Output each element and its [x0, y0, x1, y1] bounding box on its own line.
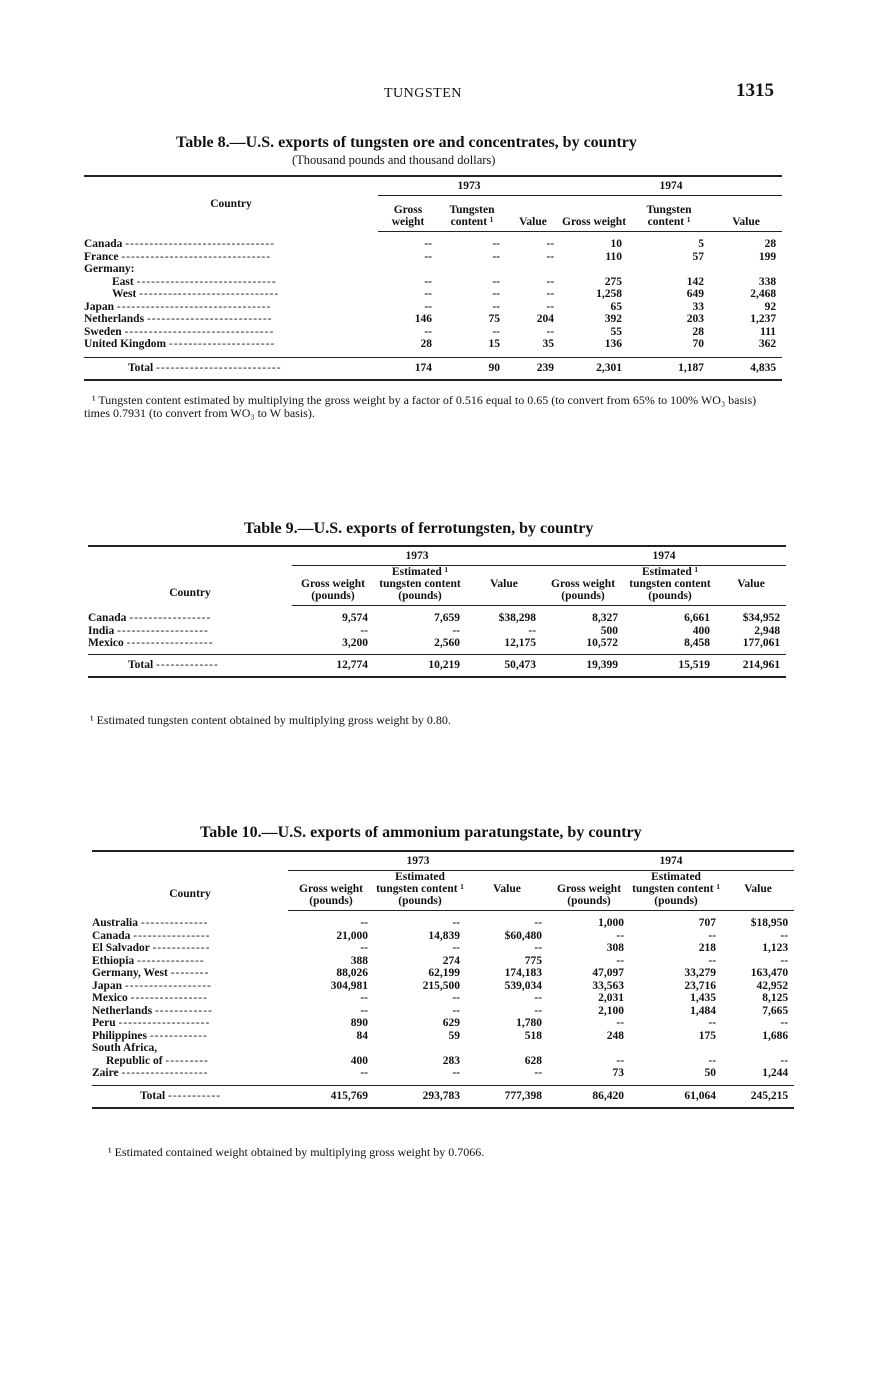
- value-cell: 21,000: [336, 929, 368, 942]
- country-cell: Mexico ------------------: [88, 637, 214, 649]
- total-row: [84, 357, 782, 380]
- country-cell: Australia --------------: [92, 917, 209, 929]
- total-cell: 214,961: [716, 654, 786, 677]
- table8-title: Table 8.—U.S. exports of tungsten ore and concentrates, by country: [176, 134, 637, 151]
- value-cell: 1,000: [598, 917, 625, 929]
- country-cell: Netherlands ------------: [92, 1004, 213, 1017]
- value-cell: --: [452, 942, 460, 954]
- country-cell: Peru -------------------: [92, 1017, 211, 1029]
- total-cell: 10,219: [374, 654, 466, 677]
- value-cell: 890: [350, 1017, 368, 1029]
- value-cell: 12,175: [504, 637, 537, 649]
- table10-year-1974: 1974: [548, 851, 794, 871]
- value-cell: 500: [600, 624, 619, 637]
- table9: [88, 545, 786, 678]
- total-cell: 293,783: [374, 1085, 466, 1108]
- value-cell: --: [424, 325, 432, 338]
- value-cell: --: [424, 288, 432, 300]
- value-cell: 275: [604, 275, 623, 288]
- value-cell: --: [452, 1004, 460, 1017]
- value-cell: 35: [542, 338, 555, 350]
- value-cell: 1,123: [762, 942, 789, 954]
- value-cell: 9,574: [342, 612, 368, 624]
- value-cell: --: [780, 954, 789, 967]
- table-row: [84, 338, 782, 351]
- value-cell: 8,327: [592, 612, 619, 624]
- total-label: Total -------------: [88, 654, 292, 677]
- value-cell: 248: [606, 1029, 625, 1042]
- value-cell: 73: [612, 1067, 625, 1079]
- value-cell: --: [616, 1017, 625, 1029]
- value-cell: --: [780, 929, 789, 942]
- table10: [92, 850, 794, 1109]
- value-cell: --: [534, 1004, 543, 1017]
- value-cell: --: [708, 929, 717, 942]
- value-cell: 14,839: [428, 929, 460, 942]
- table9-col-est-1974: Estimated ¹ tungsten content (pounds): [624, 566, 716, 606]
- value-cell: 10: [610, 238, 623, 250]
- table9-col-value-1974: Value: [716, 566, 786, 606]
- value-cell: $60,480: [504, 929, 543, 942]
- page-number: 1315: [736, 80, 774, 101]
- value-cell: --: [452, 1067, 460, 1079]
- table8-year-1973: 1973: [378, 176, 560, 196]
- value-cell: 23,716: [684, 979, 717, 992]
- table-row: [84, 301, 782, 314]
- value-cell: --: [546, 238, 555, 250]
- value-cell: --: [534, 942, 543, 954]
- value-cell: 65: [610, 300, 623, 313]
- value-cell: 388: [350, 954, 368, 967]
- country-cell: Canada ----------------: [92, 929, 211, 942]
- table8-col-tungsten-1973: Tungsten content ¹: [438, 196, 506, 232]
- country-cell: Republic of ---------: [106, 1054, 209, 1067]
- total-cell: 415,769: [288, 1085, 374, 1108]
- table10-footnote: ¹ Estimated contained weight obtained by multiplying gross weight by 0.7066.: [108, 1145, 485, 1159]
- value-cell: 628: [524, 1054, 543, 1067]
- total-cell: 1,187: [628, 357, 710, 380]
- value-cell: --: [528, 624, 537, 637]
- value-cell: 6,661: [684, 612, 711, 624]
- value-cell: 62,199: [428, 967, 460, 979]
- table-row: [84, 238, 782, 251]
- value-cell: 2,100: [598, 1004, 625, 1017]
- table10-title: Table 10.—U.S. exports of ammonium paratungstate, by country: [200, 824, 642, 841]
- value-cell: --: [424, 238, 432, 250]
- total-cell: 50,473: [466, 654, 542, 677]
- value-cell: 15: [488, 338, 500, 350]
- table-row: [92, 1017, 794, 1030]
- value-cell: 177,061: [742, 637, 781, 649]
- table-row: [88, 637, 786, 650]
- value-cell: 1,780: [516, 1017, 543, 1029]
- total-label: Total --------------------------: [84, 357, 378, 380]
- value-cell: 50: [704, 1067, 717, 1079]
- value-cell: 28: [692, 325, 705, 338]
- table9-col-gross-1973: Gross weight (pounds): [292, 566, 374, 606]
- value-cell: --: [616, 929, 625, 942]
- value-cell: 629: [442, 1017, 460, 1029]
- value-cell: --: [492, 288, 500, 300]
- table-row: [84, 251, 782, 264]
- table-row: [92, 1030, 794, 1043]
- value-cell: --: [492, 250, 500, 263]
- value-cell: 10,572: [586, 637, 619, 649]
- value-cell: --: [492, 238, 500, 250]
- total-cell: 2,301: [560, 357, 628, 380]
- value-cell: --: [360, 917, 368, 929]
- value-cell: --: [780, 1017, 789, 1029]
- table10-col-est-1973: Estimated tungsten content ¹ (pounds): [374, 871, 466, 911]
- value-cell: --: [616, 954, 625, 967]
- value-cell: $18,950: [750, 917, 789, 929]
- value-cell: 1,258: [596, 288, 623, 300]
- value-cell: --: [424, 275, 432, 288]
- country-cell: United Kingdom ----------------------: [84, 338, 276, 350]
- total-row: [92, 1085, 794, 1108]
- value-cell: $34,952: [742, 612, 781, 624]
- table-row: [84, 276, 782, 289]
- table10-country-header: Country: [92, 851, 288, 911]
- table9-country-header: Country: [88, 546, 292, 606]
- table10-col-gross-1974: Gross weight (pounds): [548, 871, 630, 911]
- value-cell: --: [492, 275, 500, 288]
- value-cell: --: [360, 1004, 368, 1017]
- table9-footnote: ¹ Estimated tungsten content obtained by multiplying gross weight by 0.80.: [90, 713, 451, 727]
- running-head: TUNGSTEN: [384, 86, 462, 101]
- table-row: [88, 625, 786, 638]
- value-cell: 42,952: [756, 979, 789, 992]
- value-cell: 362: [758, 338, 777, 350]
- table8-col-gross-1974: Gross weight: [560, 196, 628, 232]
- value-cell: 649: [686, 288, 705, 300]
- country-cell: Germany, West --------: [92, 967, 210, 979]
- table8-year-1974: 1974: [560, 176, 782, 196]
- value-cell: --: [360, 942, 368, 954]
- value-cell: --: [360, 992, 368, 1004]
- table-row: [92, 1005, 794, 1018]
- total-cell: 90: [438, 357, 506, 380]
- value-cell: 84: [356, 1029, 368, 1042]
- value-cell: 163,470: [750, 967, 789, 979]
- table8-subtitle: (Thousand pounds and thousand dollars): [292, 153, 496, 167]
- table-row: [92, 942, 794, 955]
- country-cell: France -------------------------------: [84, 250, 272, 263]
- value-cell: 3,200: [342, 637, 368, 649]
- value-cell: 518: [524, 1029, 543, 1042]
- value-cell: 1,237: [750, 313, 777, 325]
- value-cell: 1,484: [690, 1004, 717, 1017]
- table9-year-1973: 1973: [292, 546, 542, 566]
- country-cell: Germany:: [84, 263, 135, 275]
- country-cell: Canada -------------------------------: [84, 238, 275, 250]
- table8-col-value-1973: Value: [506, 196, 560, 232]
- value-cell: 136: [604, 338, 623, 350]
- value-cell: 400: [692, 624, 711, 637]
- value-cell: 775: [524, 954, 543, 967]
- value-cell: 28: [764, 238, 777, 250]
- value-cell: 2,468: [750, 288, 777, 300]
- table9-title: Table 9.—U.S. exports of ferrotungsten, by country: [244, 520, 594, 537]
- value-cell: --: [780, 1054, 789, 1067]
- value-cell: 2,031: [598, 992, 625, 1004]
- value-cell: 174,183: [504, 967, 543, 979]
- total-cell: 86,420: [548, 1085, 630, 1108]
- table-row: [84, 263, 782, 276]
- value-cell: --: [546, 325, 555, 338]
- table-row: [92, 980, 794, 993]
- value-cell: 338: [758, 275, 777, 288]
- total-cell: 19,399: [542, 654, 624, 677]
- table-row: [88, 612, 786, 625]
- value-cell: 204: [536, 313, 555, 325]
- value-cell: 1,244: [762, 1067, 789, 1079]
- total-label: Total -----------: [92, 1085, 288, 1108]
- table8-country-header: Country: [84, 176, 378, 232]
- value-cell: 308: [606, 942, 625, 954]
- value-cell: --: [708, 1017, 717, 1029]
- total-cell: 4,835: [710, 357, 782, 380]
- value-cell: 218: [698, 942, 717, 954]
- table-row: [92, 992, 794, 1005]
- country-cell: Canada -----------------: [88, 612, 212, 624]
- table8-footnote: ¹ Tungsten content estimated by multiplying the gross weight by a factor of 0.516 equal to 0.65 (to convert from 65% to 100% WO₃ basis) times 0.7931 (to convert from WO₃ to W basis).: [84, 393, 757, 420]
- value-cell: --: [708, 1054, 717, 1067]
- value-cell: 5: [698, 238, 705, 250]
- country-cell: India -------------------: [88, 624, 209, 637]
- value-cell: --: [360, 1067, 368, 1079]
- table9-col-value-1973: Value: [466, 566, 542, 606]
- value-cell: --: [534, 992, 543, 1004]
- value-cell: 33,279: [684, 967, 717, 979]
- value-cell: 400: [350, 1054, 368, 1067]
- total-cell: 61,064: [630, 1085, 722, 1108]
- country-cell: Philippines ------------: [92, 1029, 208, 1042]
- table-row: [92, 967, 794, 980]
- total-cell: 15,519: [624, 654, 716, 677]
- table-row: [84, 326, 782, 339]
- table8-col-tungsten-1974: Tungsten content ¹: [628, 196, 710, 232]
- country-cell: East -----------------------------: [112, 275, 277, 288]
- value-cell: 199: [758, 250, 777, 263]
- value-cell: --: [424, 250, 432, 263]
- value-cell: 47,097: [592, 967, 625, 979]
- value-cell: 33: [692, 300, 705, 313]
- value-cell: 8,458: [684, 637, 711, 649]
- value-cell: 215,500: [422, 979, 460, 992]
- country-cell: Netherlands --------------------------: [84, 313, 273, 325]
- table10-col-est-1974: Estimated tungsten content ¹ (pounds): [630, 871, 722, 911]
- table8-col-gross-1973: Gross weight: [378, 196, 438, 232]
- value-cell: --: [546, 250, 555, 263]
- value-cell: 7,659: [434, 612, 460, 624]
- value-cell: --: [452, 917, 460, 929]
- value-cell: 110: [605, 250, 623, 263]
- value-cell: --: [546, 300, 555, 313]
- value-cell: --: [492, 300, 500, 313]
- table10-col-value-1974: Value: [722, 871, 794, 911]
- value-cell: 142: [686, 275, 705, 288]
- country-cell: Ethiopia --------------: [92, 954, 205, 967]
- table-row: [84, 313, 782, 326]
- value-cell: 1,435: [690, 992, 717, 1004]
- table10-col-gross-1973: Gross weight (pounds): [288, 871, 374, 911]
- value-cell: $38,298: [498, 612, 537, 624]
- table8-col-value-1974: Value: [710, 196, 782, 232]
- value-cell: 8,125: [762, 992, 789, 1004]
- table10-col-value-1973: Value: [466, 871, 548, 911]
- value-cell: 33,563: [592, 979, 625, 992]
- table-row: [92, 1055, 794, 1068]
- value-cell: 55: [610, 325, 623, 338]
- value-cell: 707: [698, 917, 717, 929]
- value-cell: 88,026: [336, 967, 368, 979]
- value-cell: --: [546, 288, 555, 300]
- table10-year-1973: 1973: [288, 851, 548, 871]
- country-cell: Sweden -------------------------------: [84, 325, 275, 338]
- value-cell: 392: [604, 313, 623, 325]
- value-cell: 203: [686, 313, 705, 325]
- value-cell: 304,981: [330, 979, 368, 992]
- total-cell: 174: [378, 357, 438, 380]
- total-cell: 777,398: [466, 1085, 548, 1108]
- table9-col-gross-1974: Gross weight (pounds): [542, 566, 624, 606]
- country-cell: El Salvador ------------: [92, 942, 211, 954]
- table-row: [84, 288, 782, 301]
- value-cell: --: [616, 1054, 625, 1067]
- value-cell: 57: [692, 250, 705, 263]
- table-row: [92, 1042, 794, 1055]
- value-cell: 28: [420, 338, 432, 350]
- value-cell: 2,560: [434, 637, 460, 649]
- value-cell: 175: [698, 1029, 717, 1042]
- value-cell: --: [360, 624, 368, 637]
- total-row: [88, 654, 786, 677]
- value-cell: --: [424, 300, 432, 313]
- table8: [84, 175, 782, 381]
- table-row: [92, 955, 794, 968]
- country-cell: Zaire ------------------: [92, 1067, 209, 1079]
- country-cell: Japan ------------------: [92, 979, 212, 992]
- value-cell: 283: [442, 1054, 460, 1067]
- value-cell: 274: [442, 954, 460, 967]
- value-cell: 70: [692, 338, 705, 350]
- total-cell: 239: [506, 357, 560, 380]
- value-cell: --: [708, 954, 717, 967]
- value-cell: --: [534, 1067, 543, 1079]
- country-cell: South Africa,: [92, 1042, 158, 1054]
- total-cell: 245,215: [722, 1085, 794, 1108]
- value-cell: 539,034: [504, 979, 543, 992]
- value-cell: --: [452, 992, 460, 1004]
- country-cell: West -----------------------------: [112, 288, 280, 300]
- value-cell: 75: [488, 313, 500, 325]
- value-cell: --: [492, 325, 500, 338]
- value-cell: 2,948: [754, 624, 781, 637]
- value-cell: --: [534, 917, 543, 929]
- total-cell: 12,774: [292, 654, 374, 677]
- table-row: [92, 917, 794, 930]
- value-cell: 92: [764, 300, 777, 313]
- value-cell: 59: [448, 1029, 460, 1042]
- country-cell: Japan --------------------------------: [84, 300, 272, 313]
- value-cell: --: [546, 275, 555, 288]
- table9-col-est-1973: Estimated ¹ tungsten content (pounds): [374, 566, 466, 606]
- country-cell: Mexico ----------------: [92, 992, 208, 1004]
- table9-year-1974: 1974: [542, 546, 786, 566]
- value-cell: 1,686: [762, 1029, 789, 1042]
- table-row: [92, 1067, 794, 1080]
- value-cell: 7,665: [762, 1004, 789, 1017]
- table-row: [92, 930, 794, 943]
- value-cell: --: [452, 624, 460, 637]
- value-cell: 146: [414, 313, 432, 325]
- value-cell: 111: [760, 325, 777, 338]
